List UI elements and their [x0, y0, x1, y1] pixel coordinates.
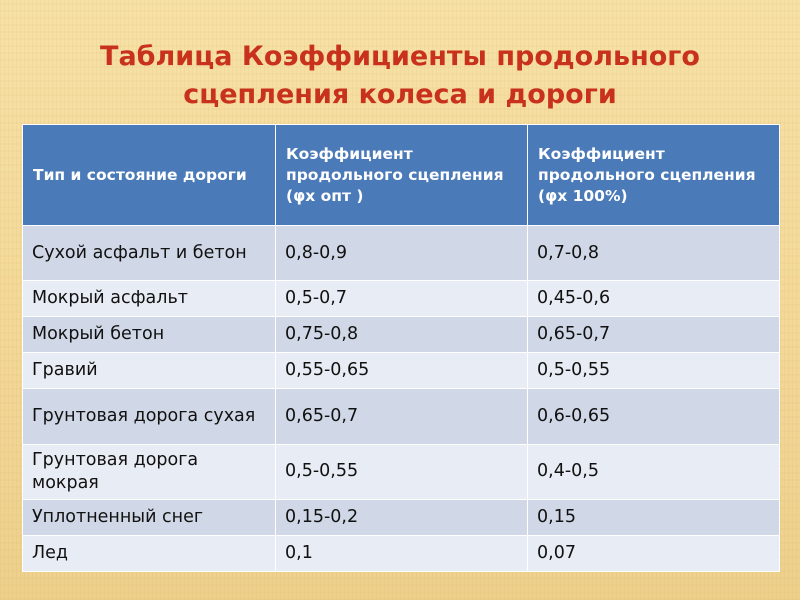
coefficient-100-cell: 0,07 [528, 535, 780, 571]
road-type-cell: Грунтовая дорога мокрая [23, 444, 276, 499]
coefficient-optimal-cell: 0,8-0,9 [276, 226, 528, 281]
coefficients-table [22, 124, 780, 572]
coefficient-100-cell: 0,4-0,5 [528, 444, 780, 499]
table-header-row [23, 125, 780, 226]
coefficient-100-cell: 0,7-0,8 [528, 226, 780, 281]
slide-title [0, 38, 800, 114]
road-type-cell: Мокрый бетон [23, 317, 276, 353]
slide-title-line-1: Таблица Коэффициенты продольного [100, 41, 700, 72]
table-row [23, 226, 780, 281]
road-type-cell: Грунтовая дорога сухая [23, 389, 276, 444]
table-row [23, 353, 780, 389]
header-road-type: Тип и состояние дороги [23, 125, 276, 226]
table-row [23, 499, 780, 535]
road-type-cell: Мокрый асфальт [23, 281, 276, 317]
road-type-cell: Лед [23, 535, 276, 571]
road-type-cell: Сухой асфальт и бетон [23, 226, 276, 281]
coefficient-optimal-cell: 0,1 [276, 535, 528, 571]
table-row [23, 317, 780, 353]
coefficient-100-cell: 0,65-0,7 [528, 317, 780, 353]
coefficient-optimal-cell: 0,55-0,65 [276, 353, 528, 389]
coefficient-100-cell: 0,45-0,6 [528, 281, 780, 317]
table-row [23, 281, 780, 317]
coefficient-100-cell: 0,5-0,55 [528, 353, 780, 389]
coefficient-optimal-cell: 0,65-0,7 [276, 389, 528, 444]
slide-title-line-2: сцепления колеса и дороги [183, 79, 617, 110]
coefficient-optimal-cell: 0,5-0,55 [276, 444, 528, 499]
coefficient-optimal-cell: 0,15-0,2 [276, 499, 528, 535]
coefficient-100-cell: 0,15 [528, 499, 780, 535]
table-row [23, 389, 780, 444]
coefficient-optimal-cell: 0,75-0,8 [276, 317, 528, 353]
road-type-cell: Уплотненный снег [23, 499, 276, 535]
coefficient-optimal-cell: 0,5-0,7 [276, 281, 528, 317]
table-row [23, 535, 780, 571]
header-coefficient-optimal: Коэффициент продольного сцепления (φх опт ) [276, 125, 528, 226]
table-row [23, 444, 780, 499]
coefficient-100-cell: 0,6-0,65 [528, 389, 780, 444]
coefficients-table-container [22, 124, 779, 572]
road-type-cell: Гравий [23, 353, 276, 389]
header-coefficient-100: Коэффициент продольного сцепления (φх 100%) [528, 125, 780, 226]
